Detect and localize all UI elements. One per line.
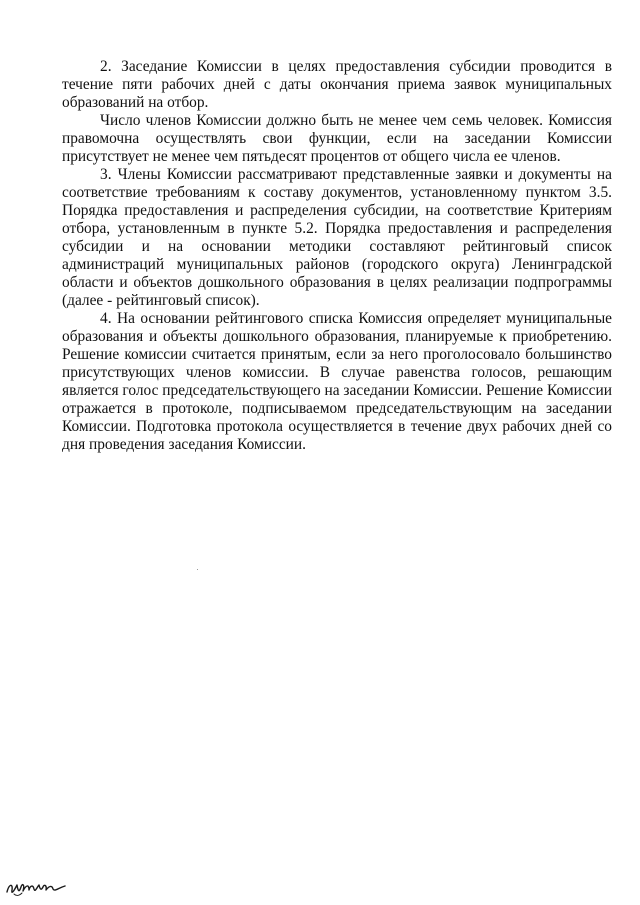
scan-speck	[197, 569, 198, 570]
handwritten-signature-icon	[4, 872, 68, 900]
paragraph-section-3: 3. Члены Комиссии рассматривают представленные заявки и документы на соответствие требованиям к составу документов, установленному пунктом 3.5. Порядка предоставления и распределения субсидии, на соответствие Критериям отбора, установленным в пункте 5.2. Порядка предоставления и распределения субсидии и на основании методики составляют рейтинговый список администраций муниципальных районов (городского округа) Ленинградской области и объектов дошкольного образования в целях реализации подпрограммы (далее - рейтинговый список).	[62, 166, 612, 309]
paragraph-section-2: 2. Заседание Комиссии в целях предоставления субсидии проводится в течение пяти рабочих дней с даты окончания приема заявок муниципальных образований на отбор.	[62, 58, 612, 111]
paragraph-members-quorum: Число членов Комиссии должно быть не менее чем семь человек. Комиссия правомочна осуществлять свои функции, если на заседании Комиссии присутствует не менее чем пятьдесят процентов от общего числа ее членов.	[62, 112, 612, 165]
paragraph-section-4: 4. На основании рейтингового списка Комиссия определяет муниципальные образования и объекты дошкольного образования, планируемые к приобретению. Решение комиссии считается принятым, если за него проголосовало большинство присутствующих членов комиссии. В случае равенства голосов, решающим является голос председательствующего на заседании Комиссии. Решение Комиссии отражается в протоколе, подписываемом председательствующим на заседании Комиссии. Подготовка протокола осуществляется в течение двух рабочих дней со дня проведения заседания Комиссии.	[62, 310, 612, 453]
